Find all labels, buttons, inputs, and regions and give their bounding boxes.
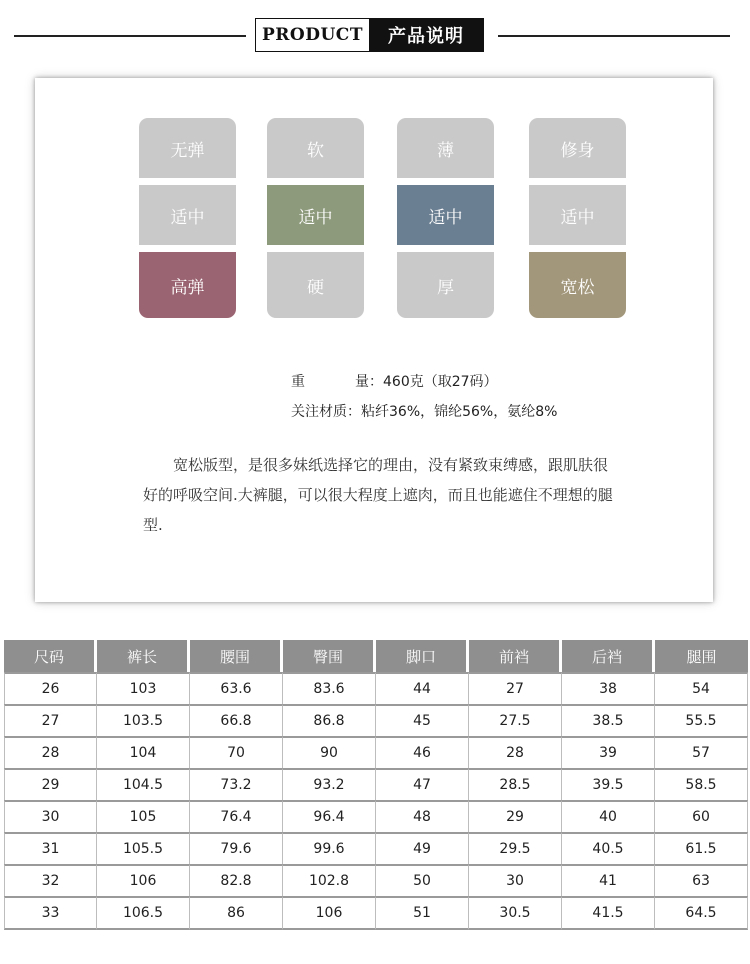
section-title-english: PRODUCT bbox=[256, 19, 369, 51]
product-description: 宽松版型，是很多妹纸选择它的理由，没有紧致束缚感，跟肌肤很好的呼吸空间.大裤腿，可以很大程度上遮肉，而且也能遮住不理想的腿型. bbox=[143, 456, 613, 534]
table-row bbox=[4, 896, 748, 930]
section-title bbox=[255, 18, 484, 52]
table-cell: 29 bbox=[469, 800, 562, 832]
table-cell: 46 bbox=[376, 736, 469, 768]
table-cell: 76.4 bbox=[190, 800, 283, 832]
attribute-option: 适中 bbox=[139, 185, 236, 245]
column-header: 前裆 bbox=[469, 640, 562, 672]
weight-row bbox=[291, 367, 557, 397]
table-cell: 40 bbox=[562, 800, 655, 832]
header-divider-right bbox=[498, 35, 730, 37]
table-cell: 26 bbox=[4, 672, 97, 704]
table-cell: 50 bbox=[376, 864, 469, 896]
section-title-chinese: 产品说明 bbox=[369, 19, 483, 51]
table-cell: 41 bbox=[562, 864, 655, 896]
column-header: 尺码 bbox=[4, 640, 97, 672]
size-table-body bbox=[4, 672, 748, 930]
table-cell: 82.8 bbox=[190, 864, 283, 896]
size-table bbox=[4, 640, 748, 930]
attribute-option: 薄 bbox=[397, 118, 494, 178]
table-cell: 28.5 bbox=[469, 768, 562, 800]
table-cell: 79.6 bbox=[190, 832, 283, 864]
table-cell: 104 bbox=[97, 736, 190, 768]
table-cell: 99.6 bbox=[283, 832, 376, 864]
table-cell: 27 bbox=[469, 672, 562, 704]
table-cell: 28 bbox=[4, 736, 97, 768]
attribute-thickness bbox=[397, 118, 494, 318]
attribute-option: 适中 bbox=[397, 185, 494, 245]
attribute-option: 硬 bbox=[267, 252, 364, 318]
attribute-option: 厚 bbox=[397, 252, 494, 318]
table-cell: 27.5 bbox=[469, 704, 562, 736]
table-cell: 58.5 bbox=[655, 768, 748, 800]
table-cell: 66.8 bbox=[190, 704, 283, 736]
table-cell: 63.6 bbox=[190, 672, 283, 704]
table-cell: 41.5 bbox=[562, 896, 655, 930]
table-row bbox=[4, 672, 748, 704]
table-cell: 29 bbox=[4, 768, 97, 800]
table-row bbox=[4, 736, 748, 768]
table-row bbox=[4, 800, 748, 832]
column-header: 腰围 bbox=[190, 640, 283, 672]
attribute-option: 适中 bbox=[267, 185, 364, 245]
attribute-fit bbox=[529, 118, 626, 318]
table-cell: 96.4 bbox=[283, 800, 376, 832]
table-cell: 49 bbox=[376, 832, 469, 864]
attribute-softness bbox=[267, 118, 364, 318]
table-row bbox=[4, 704, 748, 736]
table-cell: 27 bbox=[4, 704, 97, 736]
material-row bbox=[291, 397, 557, 427]
table-cell: 83.6 bbox=[283, 672, 376, 704]
table-cell: 45 bbox=[376, 704, 469, 736]
table-cell: 28 bbox=[469, 736, 562, 768]
table-cell: 48 bbox=[376, 800, 469, 832]
column-header: 后裆 bbox=[562, 640, 655, 672]
table-cell: 32 bbox=[4, 864, 97, 896]
table-cell: 30 bbox=[4, 800, 97, 832]
attribute-option: 高弹 bbox=[139, 252, 236, 318]
column-header: 腿围 bbox=[655, 640, 748, 672]
product-info-card bbox=[35, 78, 713, 602]
column-header: 裤长 bbox=[97, 640, 190, 672]
column-header: 臀围 bbox=[283, 640, 376, 672]
table-row bbox=[4, 768, 748, 800]
table-cell: 55.5 bbox=[655, 704, 748, 736]
table-cell: 64.5 bbox=[655, 896, 748, 930]
table-cell: 30.5 bbox=[469, 896, 562, 930]
header-divider-left bbox=[14, 35, 246, 37]
table-cell: 103.5 bbox=[97, 704, 190, 736]
table-cell: 30 bbox=[469, 864, 562, 896]
attribute-option: 软 bbox=[267, 118, 364, 178]
column-header: 脚口 bbox=[376, 640, 469, 672]
table-cell: 86.8 bbox=[283, 704, 376, 736]
table-row bbox=[4, 864, 748, 896]
table-cell: 44 bbox=[376, 672, 469, 704]
table-cell: 38.5 bbox=[562, 704, 655, 736]
table-cell: 51 bbox=[376, 896, 469, 930]
table-row bbox=[4, 832, 748, 864]
weight-label: 重 量 bbox=[291, 374, 369, 390]
table-cell: 73.2 bbox=[190, 768, 283, 800]
table-cell: 90 bbox=[283, 736, 376, 768]
table-cell: 70 bbox=[190, 736, 283, 768]
attribute-option: 无弹 bbox=[139, 118, 236, 178]
attribute-option: 适中 bbox=[529, 185, 626, 245]
table-cell: 39.5 bbox=[562, 768, 655, 800]
table-cell: 86 bbox=[190, 896, 283, 930]
material-label: 关注材质 bbox=[291, 404, 347, 420]
table-cell: 105.5 bbox=[97, 832, 190, 864]
table-cell: 60 bbox=[655, 800, 748, 832]
table-cell: 61.5 bbox=[655, 832, 748, 864]
table-cell: 47 bbox=[376, 768, 469, 800]
attribute-option: 宽松 bbox=[529, 252, 626, 318]
table-cell: 38 bbox=[562, 672, 655, 704]
table-cell: 39 bbox=[562, 736, 655, 768]
table-cell: 63 bbox=[655, 864, 748, 896]
table-cell: 31 bbox=[4, 832, 97, 864]
table-cell: 106.5 bbox=[97, 896, 190, 930]
table-cell: 103 bbox=[97, 672, 190, 704]
weight-value: ：460克（取27码） bbox=[369, 374, 498, 390]
table-cell: 57 bbox=[655, 736, 748, 768]
table-cell: 33 bbox=[4, 896, 97, 930]
attribute-option: 修身 bbox=[529, 118, 626, 178]
table-cell: 29.5 bbox=[469, 832, 562, 864]
table-cell: 105 bbox=[97, 800, 190, 832]
size-table-header bbox=[4, 640, 748, 672]
table-cell: 54 bbox=[655, 672, 748, 704]
table-cell: 102.8 bbox=[283, 864, 376, 896]
specs-block bbox=[291, 367, 557, 427]
table-cell: 40.5 bbox=[562, 832, 655, 864]
table-cell: 106 bbox=[283, 896, 376, 930]
table-cell: 106 bbox=[97, 864, 190, 896]
attribute-elasticity bbox=[139, 118, 236, 318]
table-cell: 104.5 bbox=[97, 768, 190, 800]
material-value: ：粘纤36%，锦纶56%，氨纶8% bbox=[347, 404, 558, 420]
table-cell: 93.2 bbox=[283, 768, 376, 800]
